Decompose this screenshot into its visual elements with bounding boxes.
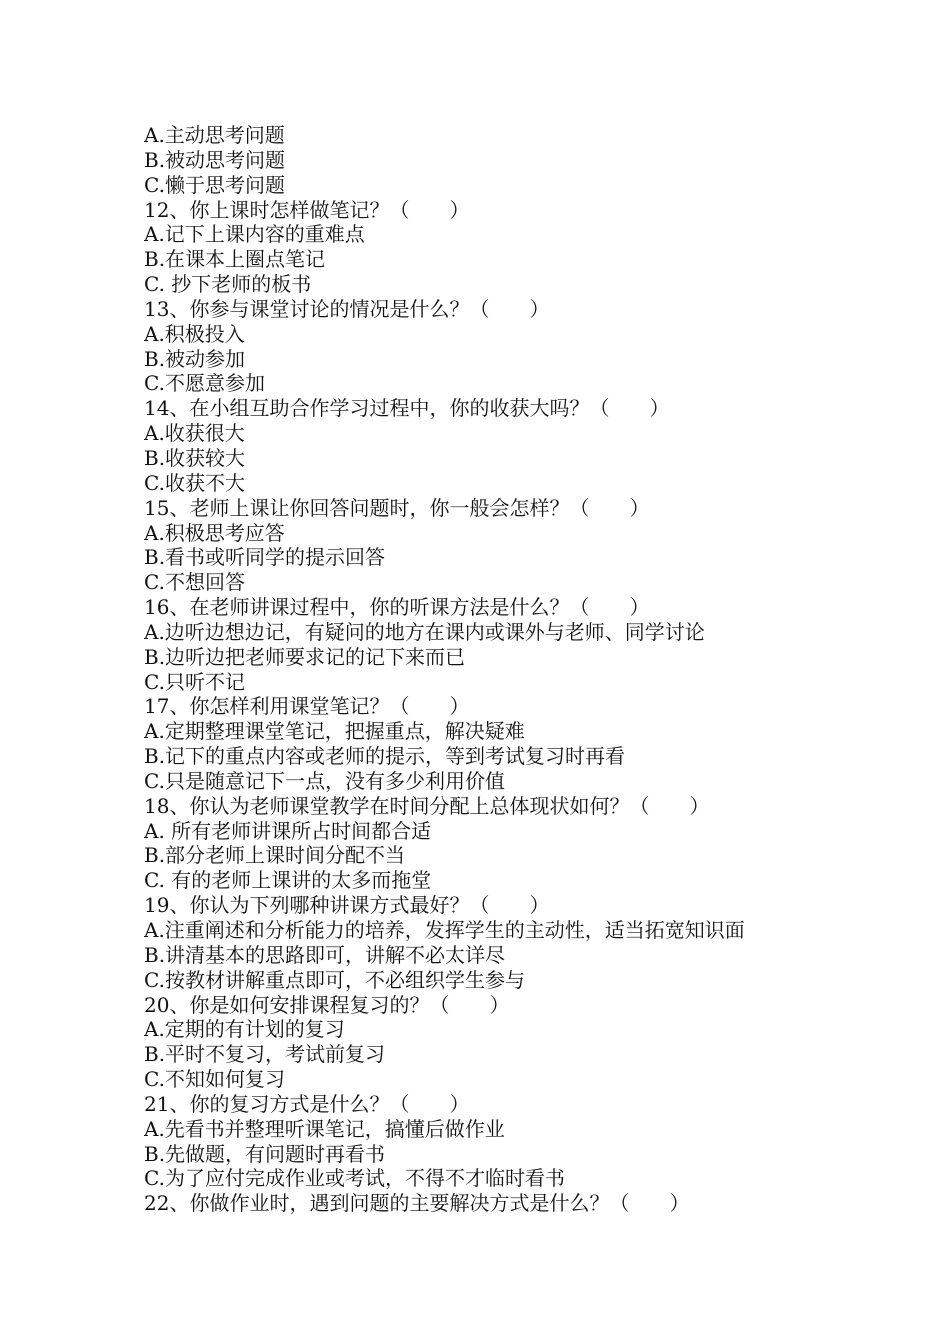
option-line: A.先看书并整理听课笔记，搞懂后做作业 bbox=[144, 1116, 505, 1141]
option-line: A.收获很大 bbox=[144, 421, 245, 446]
question-line: 22、你做作业时，遇到问题的主要解决方式是什么？（ ） bbox=[144, 1191, 690, 1216]
option-line: A.积极投入 bbox=[144, 321, 245, 346]
option-line: A.定期的有计划的复习 bbox=[144, 1017, 345, 1042]
option-line: C.收获不大 bbox=[144, 470, 245, 495]
option-line: B.部分老师上课时间分配不当 bbox=[144, 843, 406, 868]
question-line: 21、你的复习方式是什么？（ ） bbox=[144, 1091, 470, 1116]
option-line: A.边听边想边记，有疑问的地方在课内或课外与老师、同学讨论 bbox=[144, 619, 705, 644]
option-line: C.不知如何复习 bbox=[144, 1067, 285, 1092]
option-line: C.只是随意记下一点，没有多少利用价值 bbox=[144, 768, 505, 793]
questionnaire-text bbox=[144, 123, 834, 1216]
option-line: A.记下上课内容的重难点 bbox=[144, 222, 365, 247]
text-line: A.主动思考问题 bbox=[144, 123, 285, 147]
option-line: A.注重阐述和分析能力的培养，发挥学生的主动性，适当拓宽知识面 bbox=[144, 918, 745, 942]
option-line: C.不想回答 bbox=[144, 570, 245, 595]
option-line: C.为了应付完成作业或考试，不得不才临时看书 bbox=[144, 1166, 565, 1191]
option-line: B.被动参加 bbox=[144, 346, 246, 371]
option-line: C.只听不记 bbox=[144, 669, 245, 694]
option-line: A.定期整理课堂笔记，把握重点，解决疑难 bbox=[144, 719, 525, 744]
option-line: B.看书或听同学的提示回答 bbox=[144, 545, 386, 570]
option-line: B.平时不复习，考试前复习 bbox=[144, 1042, 386, 1067]
option-line: B.讲清基本的思路即可，讲解不必太详尽 bbox=[144, 942, 506, 967]
option-line: B.先做题，有问题时再看书 bbox=[144, 1141, 386, 1166]
text-line: C.懒于思考问题 bbox=[144, 172, 285, 197]
question-line: 18、你认为老师课堂教学在时间分配上总体现状如何？（ ） bbox=[144, 793, 710, 818]
question-line: 17、你怎样利用课堂笔记？（ ） bbox=[144, 694, 470, 719]
option-line: A. 所有老师讲课所占时间都合适 bbox=[144, 818, 432, 843]
option-line: C. 有的老师上课讲的太多而拖堂 bbox=[144, 868, 432, 893]
question-line: 20、你是如何安排课程复习的？（ ） bbox=[144, 992, 510, 1017]
option-line: B.在课本上圈点笔记 bbox=[144, 247, 326, 272]
option-line: A.积极思考应答 bbox=[144, 520, 285, 545]
option-line: C.按教材讲解重点即可，不必组织学生参与 bbox=[144, 967, 525, 992]
question-line: 16、在老师讲课过程中，你的听课方法是什么？（ ） bbox=[144, 595, 650, 620]
question-line: 13、你参与课堂讨论的情况是什么？（ ） bbox=[144, 296, 550, 321]
question-line: 15、老师上课让你回答问题时，你一般会怎样？（ ） bbox=[144, 495, 650, 520]
option-line: B.边听边把老师要求记的记下来而已 bbox=[144, 644, 466, 669]
question-line: 14、在小组互助合作学习过程中，你的收获大吗？（ ） bbox=[144, 396, 670, 421]
option-line: C. 抄下老师的板书 bbox=[144, 272, 312, 297]
option-line: C.不愿意参加 bbox=[144, 371, 265, 396]
question-line: 19、你认为下列哪种讲课方式最好？（ ） bbox=[144, 893, 550, 918]
question-line: 12、你上课时怎样做笔记？（ ） bbox=[144, 197, 470, 222]
option-line: B.收获较大 bbox=[144, 445, 246, 470]
option-line: B.记下的重点内容或老师的提示，等到考试复习时再看 bbox=[144, 744, 626, 769]
text-line: B.被动思考问题 bbox=[144, 147, 286, 172]
